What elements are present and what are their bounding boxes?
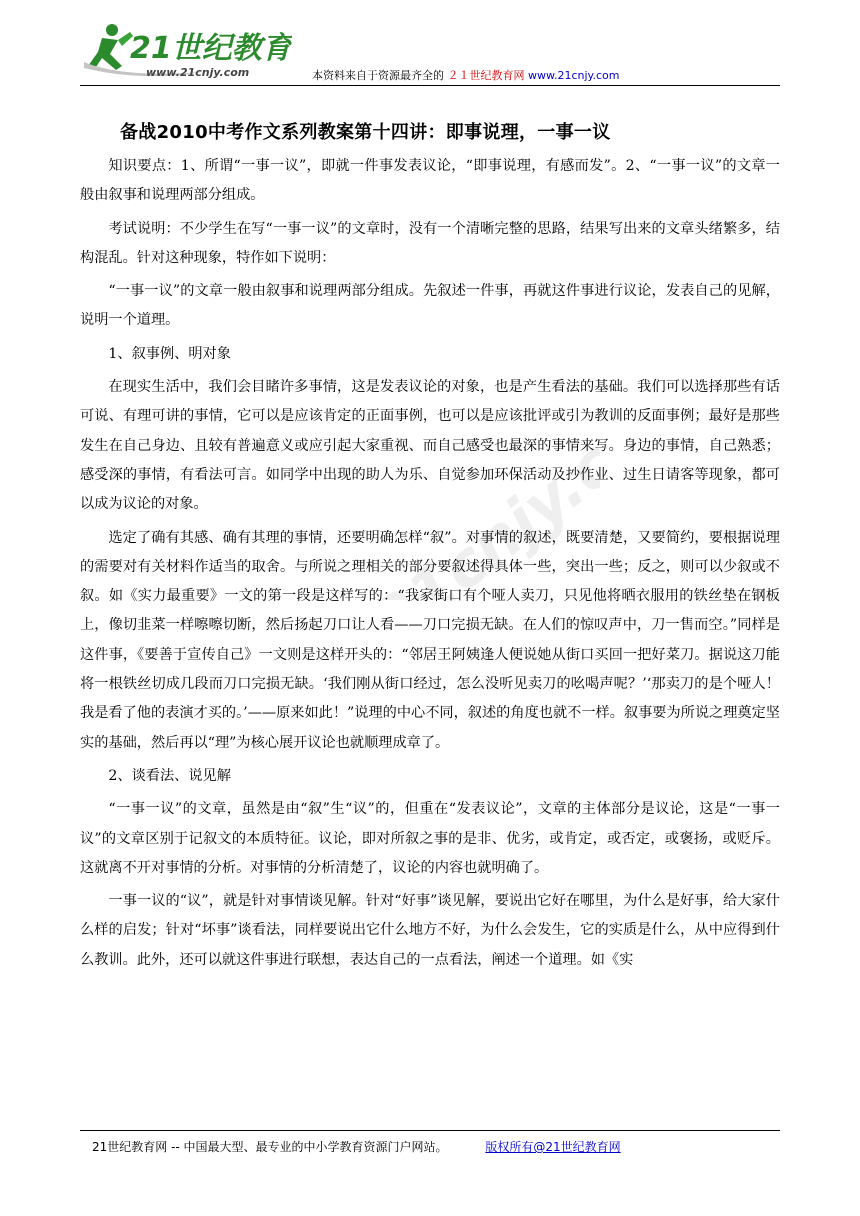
header-note-url[interactable]: www.21cnjy.com (528, 69, 620, 82)
document-body (80, 152, 780, 979)
footer (92, 1138, 621, 1155)
section-heading-1: 1、叙事例、明对象 (108, 345, 231, 362)
paragraph-discussion: “一事一议”的文章，虽然是由“叙”生“议”的，但重在“发表议论”，文章的主体部分是议论，这是“一事一议”的文章区别于记叙文的本质特征。议论，即对所叙之事的是非、优劣，或肯定，或否定，或褒扬，或贬斥。这就离不开对事情的分析。对事情的分析清楚了，议论的内容也就明确了。 (80, 801, 780, 876)
svg-text:21cnjy.com: 21cnjy.com (359, 380, 600, 600)
paragraph-views: 一事一议的“议”，就是针对事情谈见解。针对“好事”谈见解，要说出它好在哪里，为什么是好事，给大家什么样的启发；针对“坏事”谈看法，同样要说出它什么地方不好，为什么会发生，它的实质是什么，从中应得到什么教训。此外，还可以就这件事进行联想，表达自己的一点看法，阐述一个道理。如《实 (80, 893, 780, 968)
header-note (312, 67, 619, 83)
paragraph-choose-events: 在现实生活中，我们会目睹许多事情，这是发表议论的对象，也是产生看法的基础。我们可以选择那些有话可说、有理可讲的事情，它可以是应该肯定的正面事例，也可以是应该批评或引为教训的反面事例；最好是那些发生在自己身边、且较有普遍意义或应引起大家重视、而自己感受也最深的事情来写。身边的事情，自己熟悉；感受深的事情，有看法可言。如同学中出现的助人为乐、自觉参加环保活动及抄作业、过生日请客等现象，都可以成为议论的对象。 (80, 379, 780, 513)
section-heading-2: 2、谈看法、说见解 (108, 767, 231, 784)
footer-divider (80, 1130, 780, 1131)
svg-text:www.21cnjy.com: www.21cnjy.com (146, 66, 250, 79)
site-logo (82, 18, 292, 84)
header-divider (80, 85, 780, 86)
paragraph-narration: 选定了确有其感、确有其理的事情，还要明确怎样“叙”。对事情的叙述，既要清楚，又要简约，要根据说理的需要对有关材料作适当的取舍。与所说之理相关的部分要叙述得具体一些，突出一些；反之，则可以少叙或不叙。如《实力最重要》一文的第一段是这样写的：“我家街口有个哑人卖刀，只见他将晒衣服用的铁丝垫在钢板上，像切韭菜一样嚓嚓切断，然后扬起刀口让人看——刀口完损无缺。在人们的惊叹声中，刀一售而空。”同样是这件事，《要善于宣传自己》一文则是这样开头的：“邻居王阿姨逢人便说她从街口买回一把好菜刀。据说这刀能将一根铁丝切成几段而刀口完损无缺。‘我们刚从街口经过，怎么没听见卖刀的吆喝声呢？’‘那卖刀的是个哑人！我是看了他的表演才买的。’——原来如此！”说理的中心不同，叙述的角度也就不一样。叙事要为所说之理奠定坚实的基础，然后再以“理”为核心展开议论也就顺理成章了。 (80, 529, 780, 751)
paragraph-structure: “一事一议”的文章一般由叙事和说理两部分组成。先叙述一件事，再就这件事进行议论，发表自己的见解，说明一个道理。 (80, 283, 780, 329)
paragraph-knowledge-points: 知识要点：1、所谓“一事一议”，即就一件事发表议论，“即事说理，有感而发”。2、“一事一议”的文章一般由叙事和说理两部分组成。 (80, 158, 780, 204)
document-title: 备战2010中考作文系列教案第十四讲：即事说理，一事一议 (120, 122, 611, 143)
paragraph-exam-note: 考试说明：不少学生在写“一事一议”的文章时，没有一个清晰完整的思路，结果写出来的文章头绪繁多，结构混乱。针对这种现象，特作如下说明： (80, 220, 780, 266)
footer-copyright-link[interactable]: 版权所有@21世纪教育网 (485, 1140, 621, 1154)
footer-tagline: 21世纪教育网 -- 中国最大型、最专业的中小学教育资源门户网站。 (92, 1140, 448, 1154)
svg-text:21世纪教育: 21世纪教育 (130, 31, 292, 66)
header-note-site[interactable]: ２１世纪教育网 (447, 69, 525, 82)
runner-icon (82, 18, 292, 84)
header-note-prefix: 本资料来自于资源最齐全的 (312, 69, 444, 82)
